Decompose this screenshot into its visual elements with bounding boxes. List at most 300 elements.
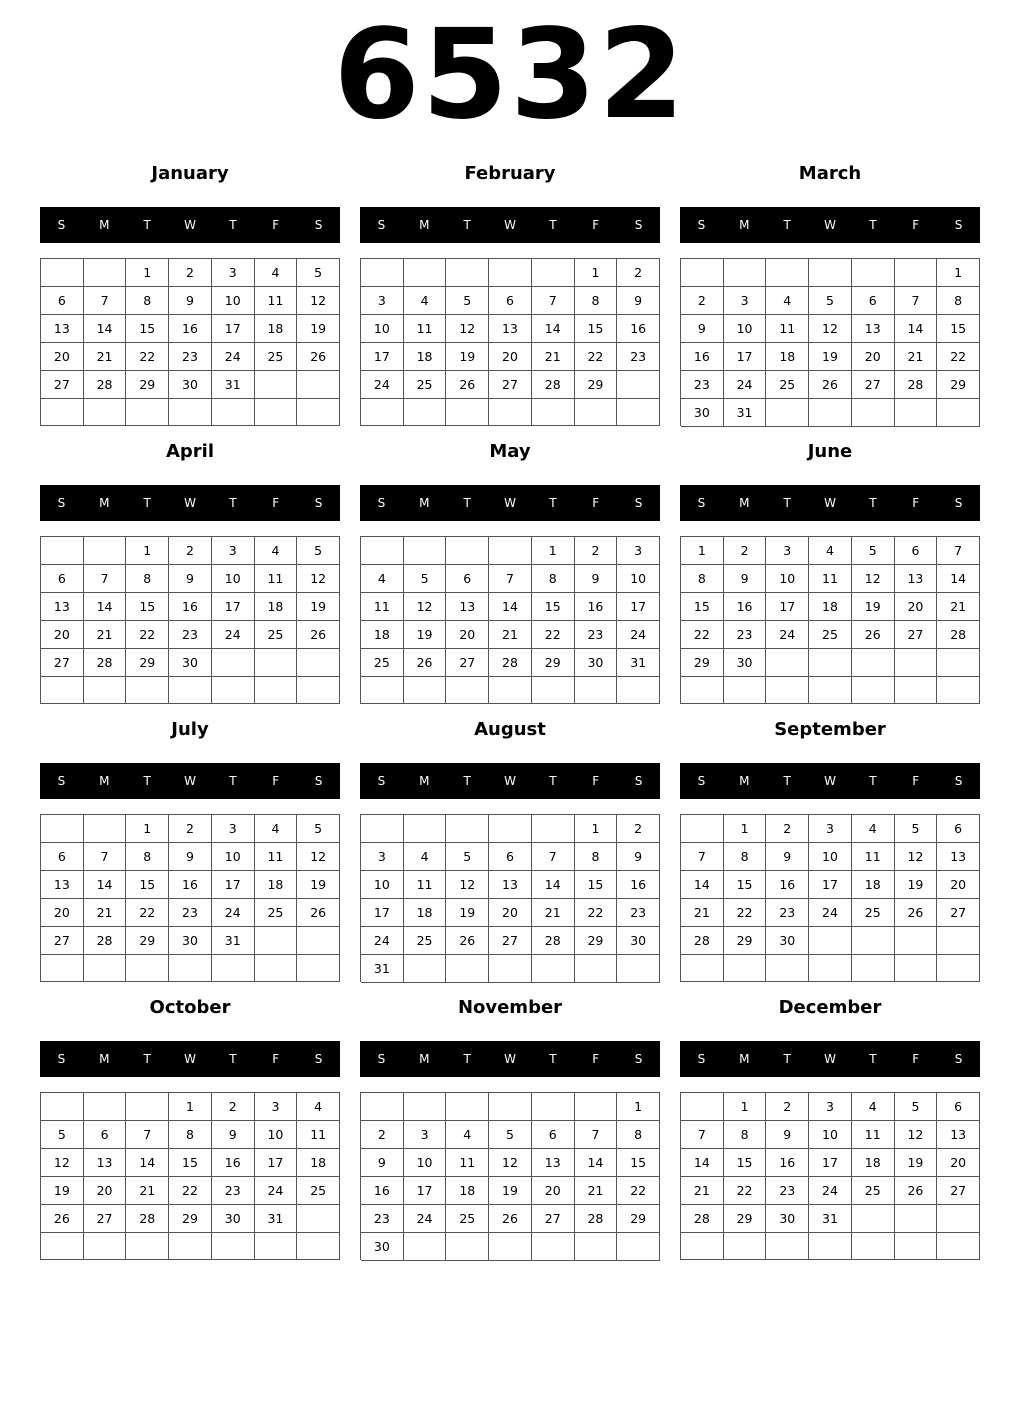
weekday-label: F	[912, 774, 920, 788]
weekday-label: S	[697, 496, 706, 510]
day-cell: 10	[361, 871, 404, 899]
weekday-label: S	[377, 218, 386, 232]
day-cell: 7	[681, 843, 724, 871]
empty-cell	[809, 649, 852, 677]
day-cell: 23	[724, 621, 767, 649]
day-cell: 30	[169, 371, 212, 399]
empty-cell	[937, 399, 980, 427]
empty-cell	[361, 1093, 404, 1121]
weekday-label: F	[592, 496, 600, 510]
empty-cell	[212, 399, 255, 426]
day-cell: 8	[532, 565, 575, 593]
empty-cell	[297, 399, 340, 426]
day-cell: 29	[575, 927, 618, 955]
day-cell: 11	[297, 1121, 340, 1149]
day-cell: 14	[681, 1149, 724, 1177]
month-december	[680, 994, 980, 1272]
empty-cell	[404, 537, 447, 565]
day-cell: 7	[84, 843, 127, 871]
day-cell: 17	[361, 899, 404, 927]
empty-cell	[212, 649, 255, 677]
empty-cell	[41, 1233, 84, 1260]
empty-cell	[532, 259, 575, 287]
day-cell: 15	[575, 315, 618, 343]
day-cell: 8	[937, 287, 980, 315]
empty-cell	[937, 955, 980, 982]
empty-cell	[724, 677, 767, 704]
weekday-label: T	[463, 774, 471, 788]
empty-cell	[489, 677, 532, 704]
weekday-header	[680, 485, 980, 521]
empty-cell	[532, 399, 575, 426]
empty-cell	[41, 537, 84, 565]
day-cell: 3	[404, 1121, 447, 1149]
day-cell: 9	[724, 565, 767, 593]
day-cell: 25	[404, 371, 447, 399]
day-cell: 17	[724, 343, 767, 371]
weekday-label: M	[419, 218, 430, 232]
day-cell: 2	[169, 537, 212, 565]
day-cell: 23	[766, 899, 809, 927]
day-cell: 27	[41, 371, 84, 399]
day-cell: 23	[766, 1177, 809, 1205]
day-cell: 31	[724, 399, 767, 427]
empty-cell	[724, 259, 767, 287]
empty-cell	[489, 955, 532, 983]
empty-cell	[766, 955, 809, 982]
day-cell: 23	[169, 621, 212, 649]
weekday-label: S	[314, 218, 323, 232]
empty-cell	[895, 259, 938, 287]
day-cell: 9	[575, 565, 618, 593]
day-cell: 26	[895, 899, 938, 927]
day-cell: 16	[766, 1149, 809, 1177]
day-cell: 18	[404, 899, 447, 927]
empty-cell	[852, 1205, 895, 1233]
empty-cell	[255, 955, 298, 982]
day-cell: 28	[489, 649, 532, 677]
day-cell: 24	[724, 371, 767, 399]
day-cell: 19	[809, 343, 852, 371]
day-cell: 30	[212, 1205, 255, 1233]
day-cell: 20	[41, 899, 84, 927]
weekday-header	[680, 763, 980, 799]
day-cell: 10	[724, 315, 767, 343]
day-cell: 29	[126, 649, 169, 677]
day-cell: 4	[852, 1093, 895, 1121]
empty-cell	[297, 677, 340, 704]
day-cell: 21	[532, 343, 575, 371]
day-cell: 19	[297, 871, 340, 899]
day-cell: 15	[617, 1149, 660, 1177]
day-cell: 10	[361, 315, 404, 343]
day-cell: 8	[169, 1121, 212, 1149]
weekday-header	[360, 485, 660, 521]
day-cell: 29	[617, 1205, 660, 1233]
day-cell: 21	[84, 899, 127, 927]
day-grid	[360, 814, 660, 982]
day-cell: 12	[297, 287, 340, 315]
empty-cell	[681, 677, 724, 704]
weekday-label: S	[954, 774, 963, 788]
day-grid	[680, 258, 980, 426]
day-cell: 9	[361, 1149, 404, 1177]
empty-cell	[84, 955, 127, 982]
empty-cell	[255, 399, 298, 426]
day-cell: 4	[404, 843, 447, 871]
day-cell: 31	[809, 1205, 852, 1233]
weekday-label: T	[143, 218, 151, 232]
weekday-label: W	[504, 1052, 516, 1066]
day-cell: 15	[724, 871, 767, 899]
weekday-label: W	[504, 774, 516, 788]
day-cell: 7	[575, 1121, 618, 1149]
empty-cell	[84, 1093, 127, 1121]
empty-cell	[297, 955, 340, 982]
day-cell: 29	[126, 927, 169, 955]
month-june	[680, 438, 980, 716]
day-cell: 22	[937, 343, 980, 371]
empty-cell	[446, 677, 489, 704]
day-cell: 13	[84, 1149, 127, 1177]
day-cell: 3	[724, 287, 767, 315]
weekday-label: T	[869, 774, 877, 788]
day-cell: 27	[489, 371, 532, 399]
day-cell: 20	[489, 343, 532, 371]
day-cell: 15	[169, 1149, 212, 1177]
day-cell: 28	[532, 371, 575, 399]
empty-cell	[361, 537, 404, 565]
weekday-label: S	[57, 1052, 66, 1066]
day-cell: 12	[404, 593, 447, 621]
day-cell: 8	[126, 287, 169, 315]
day-cell: 1	[126, 259, 169, 287]
day-cell: 18	[809, 593, 852, 621]
day-cell: 20	[489, 899, 532, 927]
day-cell: 10	[212, 843, 255, 871]
day-cell: 13	[489, 871, 532, 899]
day-cell: 11	[255, 843, 298, 871]
day-cell: 28	[681, 1205, 724, 1233]
day-cell: 25	[255, 343, 298, 371]
day-grid	[360, 1092, 660, 1260]
day-cell: 2	[681, 287, 724, 315]
day-cell: 9	[169, 565, 212, 593]
day-cell: 6	[41, 287, 84, 315]
day-cell: 20	[532, 1177, 575, 1205]
day-cell: 19	[895, 1149, 938, 1177]
day-cell: 13	[532, 1149, 575, 1177]
weekday-label: T	[143, 774, 151, 788]
weekday-label: M	[739, 1052, 750, 1066]
day-cell: 9	[212, 1121, 255, 1149]
day-cell: 18	[361, 621, 404, 649]
month-april	[40, 438, 340, 716]
day-cell: 22	[724, 1177, 767, 1205]
day-cell: 6	[937, 1093, 980, 1121]
day-cell: 11	[852, 1121, 895, 1149]
day-cell: 29	[724, 927, 767, 955]
weekday-label: M	[739, 774, 750, 788]
day-grid	[680, 1092, 980, 1260]
day-cell: 17	[212, 871, 255, 899]
weekday-label: F	[272, 1052, 280, 1066]
day-cell: 22	[169, 1177, 212, 1205]
day-cell: 22	[126, 343, 169, 371]
empty-cell	[297, 927, 340, 955]
day-cell: 3	[255, 1093, 298, 1121]
day-cell: 24	[212, 343, 255, 371]
empty-cell	[41, 955, 84, 982]
month-august	[360, 716, 660, 994]
weekday-label: F	[912, 1052, 920, 1066]
weekday-header	[360, 1041, 660, 1077]
day-cell: 26	[489, 1205, 532, 1233]
day-cell: 28	[84, 649, 127, 677]
day-cell: 25	[852, 899, 895, 927]
empty-cell	[126, 955, 169, 982]
weekday-header	[40, 485, 340, 521]
weekday-label: F	[272, 496, 280, 510]
weekday-header	[40, 763, 340, 799]
weekday-label: S	[377, 496, 386, 510]
day-cell: 24	[404, 1205, 447, 1233]
day-cell: 29	[169, 1205, 212, 1233]
empty-cell	[255, 371, 298, 399]
empty-cell	[766, 1233, 809, 1260]
day-cell: 3	[617, 537, 660, 565]
day-cell: 4	[809, 537, 852, 565]
day-cell: 11	[361, 593, 404, 621]
day-cell: 22	[575, 343, 618, 371]
day-cell: 2	[169, 815, 212, 843]
day-cell: 13	[937, 1121, 980, 1149]
day-cell: 26	[895, 1177, 938, 1205]
weekday-label: W	[504, 496, 516, 510]
day-cell: 17	[212, 315, 255, 343]
day-cell: 4	[255, 537, 298, 565]
day-cell: 25	[852, 1177, 895, 1205]
day-cell: 28	[575, 1205, 618, 1233]
weekday-label: S	[57, 218, 66, 232]
empty-cell	[937, 927, 980, 955]
day-cell: 15	[575, 871, 618, 899]
day-cell: 29	[532, 649, 575, 677]
weekday-label: S	[57, 774, 66, 788]
empty-cell	[575, 955, 618, 983]
day-cell: 5	[404, 565, 447, 593]
weekday-label: W	[504, 218, 516, 232]
empty-cell	[532, 1093, 575, 1121]
day-cell: 3	[212, 815, 255, 843]
day-grid	[680, 536, 980, 704]
day-cell: 27	[41, 649, 84, 677]
day-cell: 5	[297, 537, 340, 565]
day-cell: 25	[446, 1205, 489, 1233]
day-cell: 8	[724, 1121, 767, 1149]
empty-cell	[852, 649, 895, 677]
weekday-label: T	[549, 1052, 557, 1066]
day-cell: 7	[532, 843, 575, 871]
day-cell: 19	[41, 1177, 84, 1205]
day-cell: 23	[617, 899, 660, 927]
day-cell: 7	[895, 287, 938, 315]
day-cell: 13	[937, 843, 980, 871]
weekday-label: T	[783, 218, 791, 232]
day-cell: 15	[681, 593, 724, 621]
day-cell: 30	[575, 649, 618, 677]
empty-cell	[575, 399, 618, 426]
day-cell: 15	[126, 593, 169, 621]
day-cell: 14	[489, 593, 532, 621]
weekday-label: M	[99, 774, 110, 788]
day-cell: 16	[617, 871, 660, 899]
day-cell: 29	[724, 1205, 767, 1233]
month-january	[40, 160, 340, 438]
day-cell: 20	[41, 621, 84, 649]
weekday-label: W	[184, 774, 196, 788]
weekday-label: T	[229, 218, 237, 232]
day-cell: 16	[681, 343, 724, 371]
empty-cell	[489, 537, 532, 565]
day-grid	[40, 258, 340, 426]
empty-cell	[361, 677, 404, 704]
empty-cell	[852, 927, 895, 955]
day-cell: 17	[212, 593, 255, 621]
day-cell: 30	[361, 1233, 404, 1261]
empty-cell	[809, 1233, 852, 1260]
day-cell: 10	[809, 1121, 852, 1149]
day-cell: 22	[126, 621, 169, 649]
day-cell: 4	[255, 815, 298, 843]
day-cell: 12	[852, 565, 895, 593]
day-cell: 19	[852, 593, 895, 621]
day-cell: 22	[532, 621, 575, 649]
day-cell: 27	[41, 927, 84, 955]
empty-cell	[297, 371, 340, 399]
empty-cell	[212, 1233, 255, 1260]
empty-cell	[724, 1233, 767, 1260]
empty-cell	[852, 955, 895, 982]
month-title: January	[151, 163, 229, 184]
day-cell: 31	[361, 955, 404, 983]
day-cell: 3	[361, 843, 404, 871]
month-title: November	[457, 997, 563, 1018]
day-grid	[680, 814, 980, 982]
weekday-header	[680, 207, 980, 243]
empty-cell	[404, 677, 447, 704]
day-cell: 5	[809, 287, 852, 315]
day-cell: 2	[617, 815, 660, 843]
weekday-label: F	[592, 1052, 600, 1066]
weekday-label: F	[592, 218, 600, 232]
day-cell: 28	[84, 371, 127, 399]
weekday-label: M	[739, 218, 750, 232]
weekday-label: T	[143, 496, 151, 510]
day-cell: 23	[169, 899, 212, 927]
day-cell: 21	[895, 343, 938, 371]
day-cell: 10	[212, 287, 255, 315]
day-cell: 27	[84, 1205, 127, 1233]
day-cell: 6	[41, 565, 84, 593]
day-cell: 12	[446, 871, 489, 899]
day-cell: 23	[617, 343, 660, 371]
empty-cell	[446, 259, 489, 287]
day-cell: 4	[446, 1121, 489, 1149]
day-cell: 20	[895, 593, 938, 621]
weekday-label: W	[184, 218, 196, 232]
day-cell: 27	[532, 1205, 575, 1233]
empty-cell	[766, 677, 809, 704]
weekday-label: S	[697, 218, 706, 232]
day-cell: 7	[937, 537, 980, 565]
day-cell: 4	[852, 815, 895, 843]
day-cell: 26	[809, 371, 852, 399]
weekday-label: F	[912, 218, 920, 232]
day-cell: 16	[212, 1149, 255, 1177]
empty-cell	[937, 1233, 980, 1260]
month-title: September	[774, 719, 886, 740]
day-cell: 29	[937, 371, 980, 399]
empty-cell	[532, 1233, 575, 1261]
weekday-label: T	[463, 496, 471, 510]
empty-cell	[404, 955, 447, 983]
day-cell: 31	[212, 927, 255, 955]
empty-cell	[895, 649, 938, 677]
empty-cell	[681, 955, 724, 982]
day-cell: 8	[575, 843, 618, 871]
empty-cell	[404, 259, 447, 287]
empty-cell	[446, 537, 489, 565]
weekday-label: T	[229, 774, 237, 788]
day-cell: 5	[446, 843, 489, 871]
month-title: August	[474, 719, 546, 740]
weekday-header	[40, 207, 340, 243]
empty-cell	[489, 399, 532, 426]
day-cell: 8	[126, 843, 169, 871]
day-cell: 30	[169, 927, 212, 955]
day-cell: 25	[809, 621, 852, 649]
day-cell: 21	[489, 621, 532, 649]
day-cell: 6	[41, 843, 84, 871]
day-cell: 24	[617, 621, 660, 649]
day-cell: 10	[212, 565, 255, 593]
day-cell: 2	[361, 1121, 404, 1149]
day-cell: 22	[126, 899, 169, 927]
month-march	[680, 160, 980, 438]
weekday-label: T	[549, 774, 557, 788]
weekday-label: S	[634, 1052, 643, 1066]
day-cell: 8	[126, 565, 169, 593]
empty-cell	[681, 1233, 724, 1260]
day-cell: 29	[126, 371, 169, 399]
day-cell: 22	[617, 1177, 660, 1205]
day-cell: 16	[169, 593, 212, 621]
day-cell: 25	[766, 371, 809, 399]
empty-cell	[617, 955, 660, 983]
weekday-label: M	[99, 496, 110, 510]
day-cell: 17	[404, 1177, 447, 1205]
day-cell: 14	[532, 315, 575, 343]
day-cell: 30	[766, 927, 809, 955]
day-cell: 18	[766, 343, 809, 371]
day-cell: 14	[895, 315, 938, 343]
weekday-header	[40, 1041, 340, 1077]
day-cell: 3	[361, 287, 404, 315]
weekday-label: T	[549, 496, 557, 510]
empty-cell	[532, 955, 575, 983]
weekday-label: F	[592, 774, 600, 788]
